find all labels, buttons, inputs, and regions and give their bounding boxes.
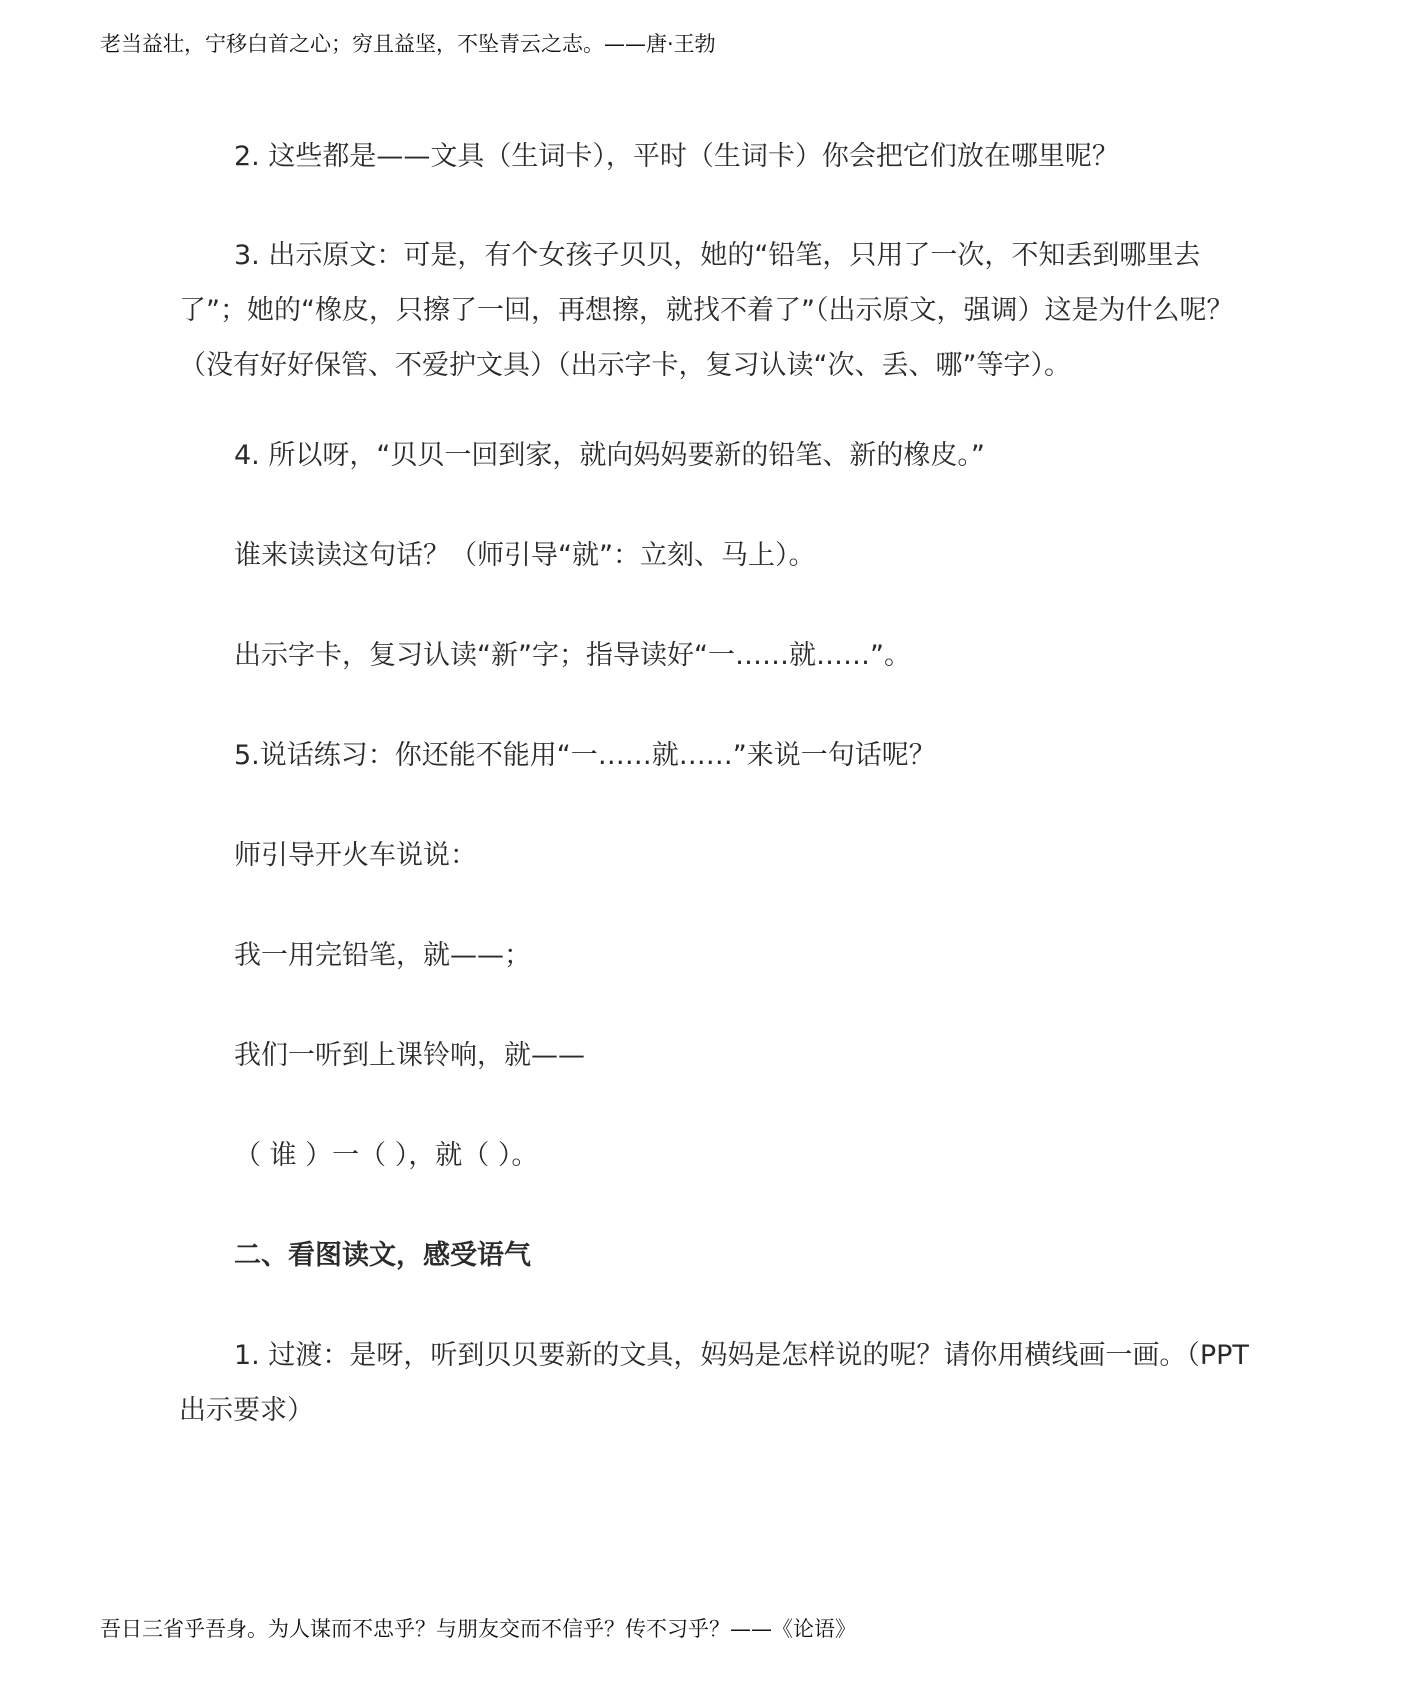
paragraph-item-2: 2. 这些都是——文具（生词卡），平时（生词卡）你会把它们放在哪里呢？	[234, 141, 1119, 172]
paragraph-fill-blank: （ 谁 ）一（ ），就（ ）。	[234, 1140, 539, 1171]
paragraph-transition: 1. 过渡：是呀，听到贝贝要新的文具，妈妈是怎样说的呢？请你用横线画一画。（PPT出示要求）	[179, 1340, 1249, 1426]
paragraph-teacher-guide: 师引导开火车说说：	[234, 840, 477, 871]
paragraph-item-3: 3. 出示原文：可是，有个女孩子贝贝，她的“铅笔，只用了一次，不知丢到哪里去了”；她的“橡皮，只擦了一回，再想擦，就找不着了”（出示原文，强调）这是为什么呢？（没有好好保管、不爱护文具）（出示字卡，复习认读“次、丢、哪”等字）。	[179, 240, 1234, 381]
paragraph-item-5: 5.说话练习：你还能不能用“一……就……”来说一句话呢？	[234, 740, 936, 771]
paragraph-example-1: 我一用完铅笔，就——；	[234, 940, 531, 971]
paragraph-word-card: 出示字卡，复习认读“新”字；指导读好“一……就……”。	[234, 640, 911, 671]
section-heading: 二、看图读文，感受语气	[234, 1240, 531, 1271]
paragraph-read-sentence: 谁来读读这句话？（师引导“就”：立刻、马上）。	[234, 540, 816, 571]
paragraph-example-2: 我们一听到上课铃响，就——	[234, 1040, 585, 1071]
footer-quote: 吾日三省乎吾身。为人谋而不忠乎？与朋友交而不信乎？传不习乎？——《论语》	[100, 1617, 856, 1641]
paragraph-item-4: 4. 所以呀，“贝贝一回到家，就向妈妈要新的铅笔、新的橡皮。”	[234, 440, 985, 471]
header-quote: 老当益壮，宁移白首之心；穷且益坚，不坠青云之志。——唐·王勃	[100, 32, 716, 56]
